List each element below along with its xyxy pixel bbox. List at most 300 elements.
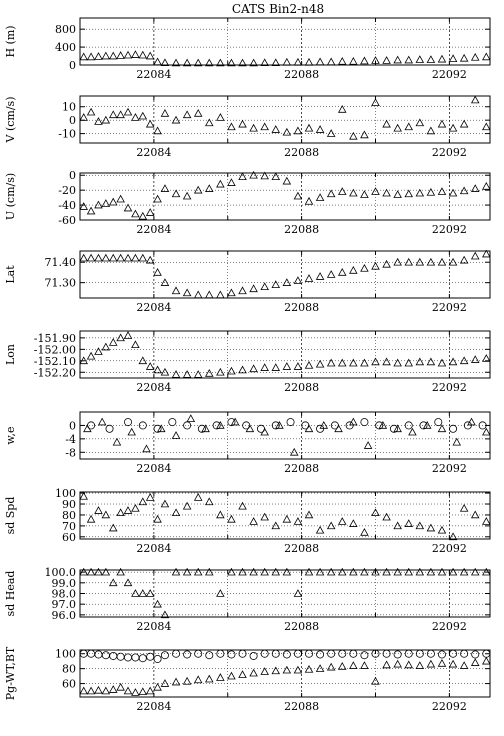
y-tick-label: -4 (65, 432, 76, 446)
data-point-triangle (339, 188, 346, 194)
x-tick-label: 22088 (284, 68, 320, 81)
data-point-triangle (261, 668, 268, 674)
series-3-0 (80, 250, 490, 297)
data-point-triangle (305, 275, 312, 281)
data-point-triangle (117, 255, 124, 261)
data-point-triangle (427, 127, 434, 133)
x-tick-label: 22092 (431, 620, 467, 633)
data-point-triangle (147, 209, 154, 215)
data-point-triangle (102, 343, 109, 349)
series-1-0 (80, 96, 490, 139)
data-point-triangle (438, 56, 445, 62)
data-point-triangle (87, 109, 94, 115)
y-tick-label: 10 (62, 100, 76, 114)
data-point-triangle (409, 429, 416, 435)
y-axis-label: U (cm/s) (4, 172, 17, 221)
data-point-triangle (416, 358, 423, 364)
y-tick-label: -151.90 (33, 331, 76, 345)
data-point-triangle (132, 689, 139, 695)
data-point-triangle (195, 676, 202, 682)
y-tick-label: 71.30 (44, 276, 76, 290)
data-point-triangle (383, 261, 390, 267)
data-point-triangle (139, 213, 146, 219)
panel-frame (80, 251, 490, 298)
data-point-triangle (110, 198, 117, 204)
data-point-triangle (394, 359, 401, 365)
data-point-triangle (139, 255, 146, 261)
data-point-triangle (350, 58, 357, 64)
y-tick-label: -152.20 (33, 366, 76, 380)
panel-frame (80, 492, 490, 539)
data-point-triangle (316, 273, 323, 279)
data-point-triangle (195, 291, 202, 297)
data-point-triangle (187, 415, 194, 421)
data-point-triangle (461, 121, 468, 127)
y-tick-label: -20 (58, 184, 76, 198)
data-point-triangle (110, 111, 117, 117)
series-7-0 (80, 569, 490, 618)
data-point-triangle (283, 129, 290, 135)
data-point-triangle (394, 522, 401, 528)
data-point-triangle (87, 516, 94, 522)
data-point-triangle (161, 500, 168, 506)
data-point-triangle (449, 125, 456, 131)
panel-7 (4, 566, 490, 633)
data-point-triangle (339, 269, 346, 275)
x-tick-label: 22088 (284, 542, 320, 555)
data-point-triangle (80, 255, 87, 261)
data-point-triangle (339, 663, 346, 669)
data-point-triangle (453, 439, 460, 445)
data-point-circle (228, 651, 235, 658)
data-point-circle (139, 655, 146, 662)
data-point-triangle (147, 590, 154, 596)
data-point-triangle (461, 662, 468, 668)
data-point-triangle (154, 196, 161, 202)
data-point-triangle (217, 291, 224, 297)
data-point-triangle (328, 58, 335, 64)
data-point-triangle (147, 687, 154, 693)
data-point-triangle (361, 265, 368, 271)
panel-frame (80, 173, 490, 220)
series-8-0 (80, 650, 490, 662)
data-point-triangle (328, 130, 335, 136)
data-point-triangle (124, 52, 131, 58)
data-point-triangle (132, 341, 139, 347)
chart-title: CATS Bin2-n48 (231, 2, 325, 16)
x-tick-label: 22088 (284, 381, 320, 394)
data-point-circle (294, 650, 301, 657)
y-axis-label: H (m) (4, 25, 17, 58)
data-point-triangle (461, 55, 468, 61)
data-point-triangle (305, 125, 312, 131)
data-point-triangle (283, 279, 290, 285)
data-point-triangle (316, 527, 323, 533)
x-tick-label: 22084 (136, 700, 172, 713)
series-6-0 (80, 493, 490, 540)
data-point-triangle (294, 363, 301, 369)
data-point-triangle (472, 356, 479, 362)
data-point-triangle (272, 173, 279, 179)
data-point-circle (106, 425, 113, 432)
y-tick-label: 100 (55, 647, 76, 661)
data-point-triangle (117, 334, 124, 340)
data-point-triangle (132, 590, 139, 596)
data-point-circle (405, 422, 412, 429)
data-point-triangle (117, 196, 124, 202)
data-point-triangle (228, 179, 235, 185)
data-point-triangle (272, 281, 279, 287)
data-point-triangle (405, 123, 412, 129)
data-point-triangle (472, 54, 479, 60)
panel-frame (80, 412, 490, 459)
data-point-triangle (250, 285, 257, 291)
data-point-triangle (416, 522, 423, 528)
x-tick-label: 22088 (284, 620, 320, 633)
x-tick-label: 22084 (136, 462, 172, 475)
data-point-triangle (394, 125, 401, 131)
data-point-triangle (217, 114, 224, 120)
data-point-circle (124, 418, 131, 425)
y-axis-label: Lon (4, 343, 17, 366)
data-point-triangle (350, 359, 357, 365)
data-point-triangle (328, 522, 335, 528)
y-axis-label: V (cm/s) (4, 96, 17, 143)
data-point-triangle (361, 57, 368, 63)
data-point-triangle (228, 673, 235, 679)
data-point-triangle (139, 498, 146, 504)
data-point-triangle (365, 442, 372, 448)
data-point-triangle (272, 667, 279, 673)
data-point-triangle (383, 358, 390, 364)
panel-3 (4, 250, 490, 314)
data-point-triangle (161, 185, 168, 191)
panel-8 (4, 646, 490, 713)
data-point-triangle (472, 511, 479, 517)
data-point-triangle (294, 590, 301, 596)
x-tick-label: 22088 (284, 146, 320, 159)
y-tick-label: 100 (55, 487, 76, 501)
panel-4 (4, 331, 490, 394)
x-tick-label: 22092 (431, 700, 467, 713)
data-point-triangle (427, 358, 434, 364)
data-point-triangle (132, 210, 139, 216)
data-point-triangle (239, 671, 246, 677)
data-point-triangle (228, 123, 235, 129)
data-point-circle (87, 422, 94, 429)
data-point-circle (132, 654, 139, 661)
data-point-circle (328, 650, 335, 657)
y-tick-label: 99.0 (51, 576, 76, 590)
data-point-triangle (339, 58, 346, 64)
data-point-triangle (383, 121, 390, 127)
data-point-triangle (483, 53, 490, 59)
data-point-triangle (117, 111, 124, 117)
data-point-triangle (80, 493, 87, 499)
data-point-triangle (405, 359, 412, 365)
data-point-triangle (172, 371, 179, 377)
y-tick-label: 70 (62, 519, 76, 533)
data-point-triangle (217, 674, 224, 680)
x-tick-label: 22092 (431, 68, 467, 81)
data-point-triangle (461, 187, 468, 193)
panel-frame (80, 96, 490, 143)
data-point-triangle (184, 503, 191, 509)
data-point-triangle (283, 516, 290, 522)
data-point-triangle (184, 193, 191, 199)
y-tick-label: 96.0 (51, 608, 76, 622)
y-axis-label: Pg-WT,BT (4, 646, 17, 701)
data-point-triangle (449, 190, 456, 196)
y-axis-label: w,e (4, 426, 17, 445)
data-point-circle (449, 425, 456, 432)
data-point-triangle (206, 498, 213, 504)
data-point-triangle (261, 364, 268, 370)
data-point-triangle (239, 121, 246, 127)
data-point-triangle (139, 113, 146, 119)
data-point-circle (405, 650, 412, 657)
data-point-triangle (102, 117, 109, 123)
x-tick-label: 22084 (136, 381, 172, 394)
data-point-triangle (316, 361, 323, 367)
data-point-triangle (206, 185, 213, 191)
data-point-triangle (339, 518, 346, 524)
data-point-triangle (195, 494, 202, 500)
y-tick-label: 80 (62, 662, 76, 676)
data-point-triangle (124, 332, 131, 338)
data-point-triangle (143, 445, 150, 451)
y-tick-label: -10 (58, 127, 76, 141)
data-point-circle (287, 418, 294, 425)
data-point-triangle (294, 127, 301, 133)
data-point-triangle (87, 687, 94, 693)
y-tick-label: -8 (65, 446, 76, 460)
data-point-circle (316, 651, 323, 658)
data-point-triangle (132, 51, 139, 57)
y-tick-label: 71.40 (44, 256, 76, 270)
x-tick-label: 22088 (284, 301, 320, 314)
y-tick-label: -152.10 (33, 354, 76, 368)
data-point-triangle (95, 53, 102, 59)
data-point-triangle (272, 126, 279, 132)
data-point-triangle (305, 511, 312, 517)
data-point-triangle (405, 661, 412, 667)
data-point-triangle (361, 131, 368, 137)
data-point-circle (184, 422, 191, 429)
data-point-triangle (383, 57, 390, 63)
data-point-circle (217, 650, 224, 657)
data-point-circle (110, 652, 117, 659)
data-point-triangle (80, 53, 87, 59)
data-point-triangle (132, 505, 139, 511)
data-point-circle (257, 425, 264, 432)
data-point-triangle (405, 56, 412, 62)
data-point-triangle (206, 675, 213, 681)
data-point-circle (154, 655, 161, 662)
data-point-triangle (117, 509, 124, 515)
data-point-triangle (305, 362, 312, 368)
data-point-triangle (438, 259, 445, 265)
data-point-triangle (461, 505, 468, 511)
data-point-triangle (154, 127, 161, 133)
x-tick-label: 22092 (431, 381, 467, 394)
y-tick-label: 100.0 (44, 566, 76, 580)
data-point-triangle (139, 590, 146, 596)
data-point-triangle (102, 511, 109, 517)
y-tick-label: 0 (69, 114, 76, 128)
data-point-triangle (316, 665, 323, 671)
data-point-triangle (95, 118, 102, 124)
data-point-triangle (154, 366, 161, 372)
data-point-triangle (239, 287, 246, 293)
y-axis-label: sd Spd (4, 496, 17, 535)
data-point-triangle (449, 55, 456, 61)
data-point-circle (361, 652, 368, 659)
data-point-triangle (472, 96, 479, 102)
data-point-triangle (305, 666, 312, 672)
data-point-triangle (172, 190, 179, 196)
data-point-circle (117, 653, 124, 660)
y-tick-label: -60 (58, 214, 76, 227)
data-point-triangle (438, 188, 445, 194)
data-point-triangle (438, 660, 445, 666)
x-tick-label: 22084 (136, 146, 172, 159)
data-point-triangle (206, 291, 213, 297)
data-point-triangle (117, 52, 124, 58)
data-point-triangle (472, 659, 479, 665)
data-point-triangle (184, 371, 191, 377)
data-point-circle (394, 651, 401, 658)
data-point-circle (206, 652, 213, 659)
data-point-triangle (294, 193, 301, 199)
data-point-triangle (449, 358, 456, 364)
data-point-triangle (316, 126, 323, 132)
data-point-triangle (350, 190, 357, 196)
panel-5 (4, 412, 490, 475)
data-point-triangle (239, 173, 246, 179)
data-point-triangle (87, 53, 94, 59)
x-tick-label: 22092 (431, 462, 467, 475)
data-point-triangle (461, 357, 468, 363)
y-tick-label: -40 (58, 199, 76, 213)
data-point-triangle (361, 191, 368, 197)
x-tick-label: 22088 (284, 462, 320, 475)
data-point-triangle (294, 518, 301, 524)
data-point-triangle (316, 194, 323, 200)
data-point-triangle (261, 514, 268, 520)
data-point-circle (87, 650, 94, 657)
data-point-triangle (154, 516, 161, 522)
data-point-triangle (102, 255, 109, 261)
data-point-triangle (283, 667, 290, 673)
data-point-triangle (139, 357, 146, 363)
data-point-circle (361, 418, 368, 425)
data-point-triangle (206, 370, 213, 376)
y-axis-label: sd Head (4, 570, 17, 617)
data-point-triangle (438, 359, 445, 365)
data-point-triangle (195, 371, 202, 377)
data-point-triangle (102, 687, 109, 693)
y-tick-label: 97.0 (51, 598, 76, 612)
data-point-triangle (184, 289, 191, 295)
data-point-triangle (250, 518, 257, 524)
data-point-triangle (147, 52, 154, 58)
data-point-triangle (427, 189, 434, 195)
data-point-triangle (472, 185, 479, 191)
data-point-triangle (80, 203, 87, 209)
data-point-triangle (383, 661, 390, 667)
data-point-triangle (128, 429, 135, 435)
data-point-triangle (124, 579, 131, 585)
panel-6 (4, 487, 490, 555)
data-point-triangle (394, 56, 401, 62)
data-point-triangle (449, 259, 456, 265)
data-point-triangle (427, 524, 434, 530)
y-tick-label: 60 (62, 677, 76, 691)
data-point-triangle (161, 279, 168, 285)
data-point-triangle (110, 686, 117, 692)
data-point-triangle (113, 439, 120, 445)
data-point-triangle (80, 114, 87, 120)
data-point-triangle (394, 661, 401, 667)
data-point-triangle (154, 601, 161, 607)
data-point-triangle (361, 662, 368, 668)
data-point-triangle (228, 516, 235, 522)
data-point-triangle (154, 58, 161, 64)
data-point-triangle (110, 339, 117, 345)
data-point-circle (438, 651, 445, 658)
data-point-triangle (283, 363, 290, 369)
data-point-triangle (117, 684, 124, 690)
data-point-triangle (294, 667, 301, 673)
data-point-triangle (172, 509, 179, 515)
data-point-triangle (483, 658, 490, 664)
data-point-triangle (438, 527, 445, 533)
data-point-circle (124, 654, 131, 661)
panel-2 (4, 169, 490, 236)
data-point-triangle (283, 59, 290, 65)
data-point-triangle (449, 661, 456, 667)
y-axis-label: Lat (4, 265, 17, 284)
data-point-triangle (239, 503, 246, 509)
data-point-triangle (124, 204, 131, 210)
data-point-triangle (172, 432, 179, 438)
data-point-triangle (147, 363, 154, 369)
data-point-circle (261, 650, 268, 657)
data-point-circle (184, 651, 191, 658)
data-point-triangle (383, 514, 390, 520)
x-tick-label: 22084 (136, 223, 172, 236)
data-point-triangle (416, 190, 423, 196)
data-point-triangle (483, 518, 490, 524)
data-point-triangle (172, 678, 179, 684)
data-point-triangle (147, 121, 154, 127)
data-point-triangle (124, 109, 131, 115)
data-point-triangle (416, 259, 423, 265)
series-0-0 (80, 51, 490, 66)
data-point-triangle (350, 662, 357, 668)
data-point-triangle (250, 125, 257, 131)
data-point-triangle (438, 121, 445, 127)
data-point-triangle (154, 269, 161, 275)
data-point-triangle (261, 283, 268, 289)
data-point-triangle (283, 178, 290, 184)
data-point-triangle (272, 522, 279, 528)
data-point-triangle (316, 58, 323, 64)
data-point-triangle (110, 579, 117, 585)
data-point-triangle (161, 680, 168, 686)
x-tick-label: 22092 (431, 223, 467, 236)
